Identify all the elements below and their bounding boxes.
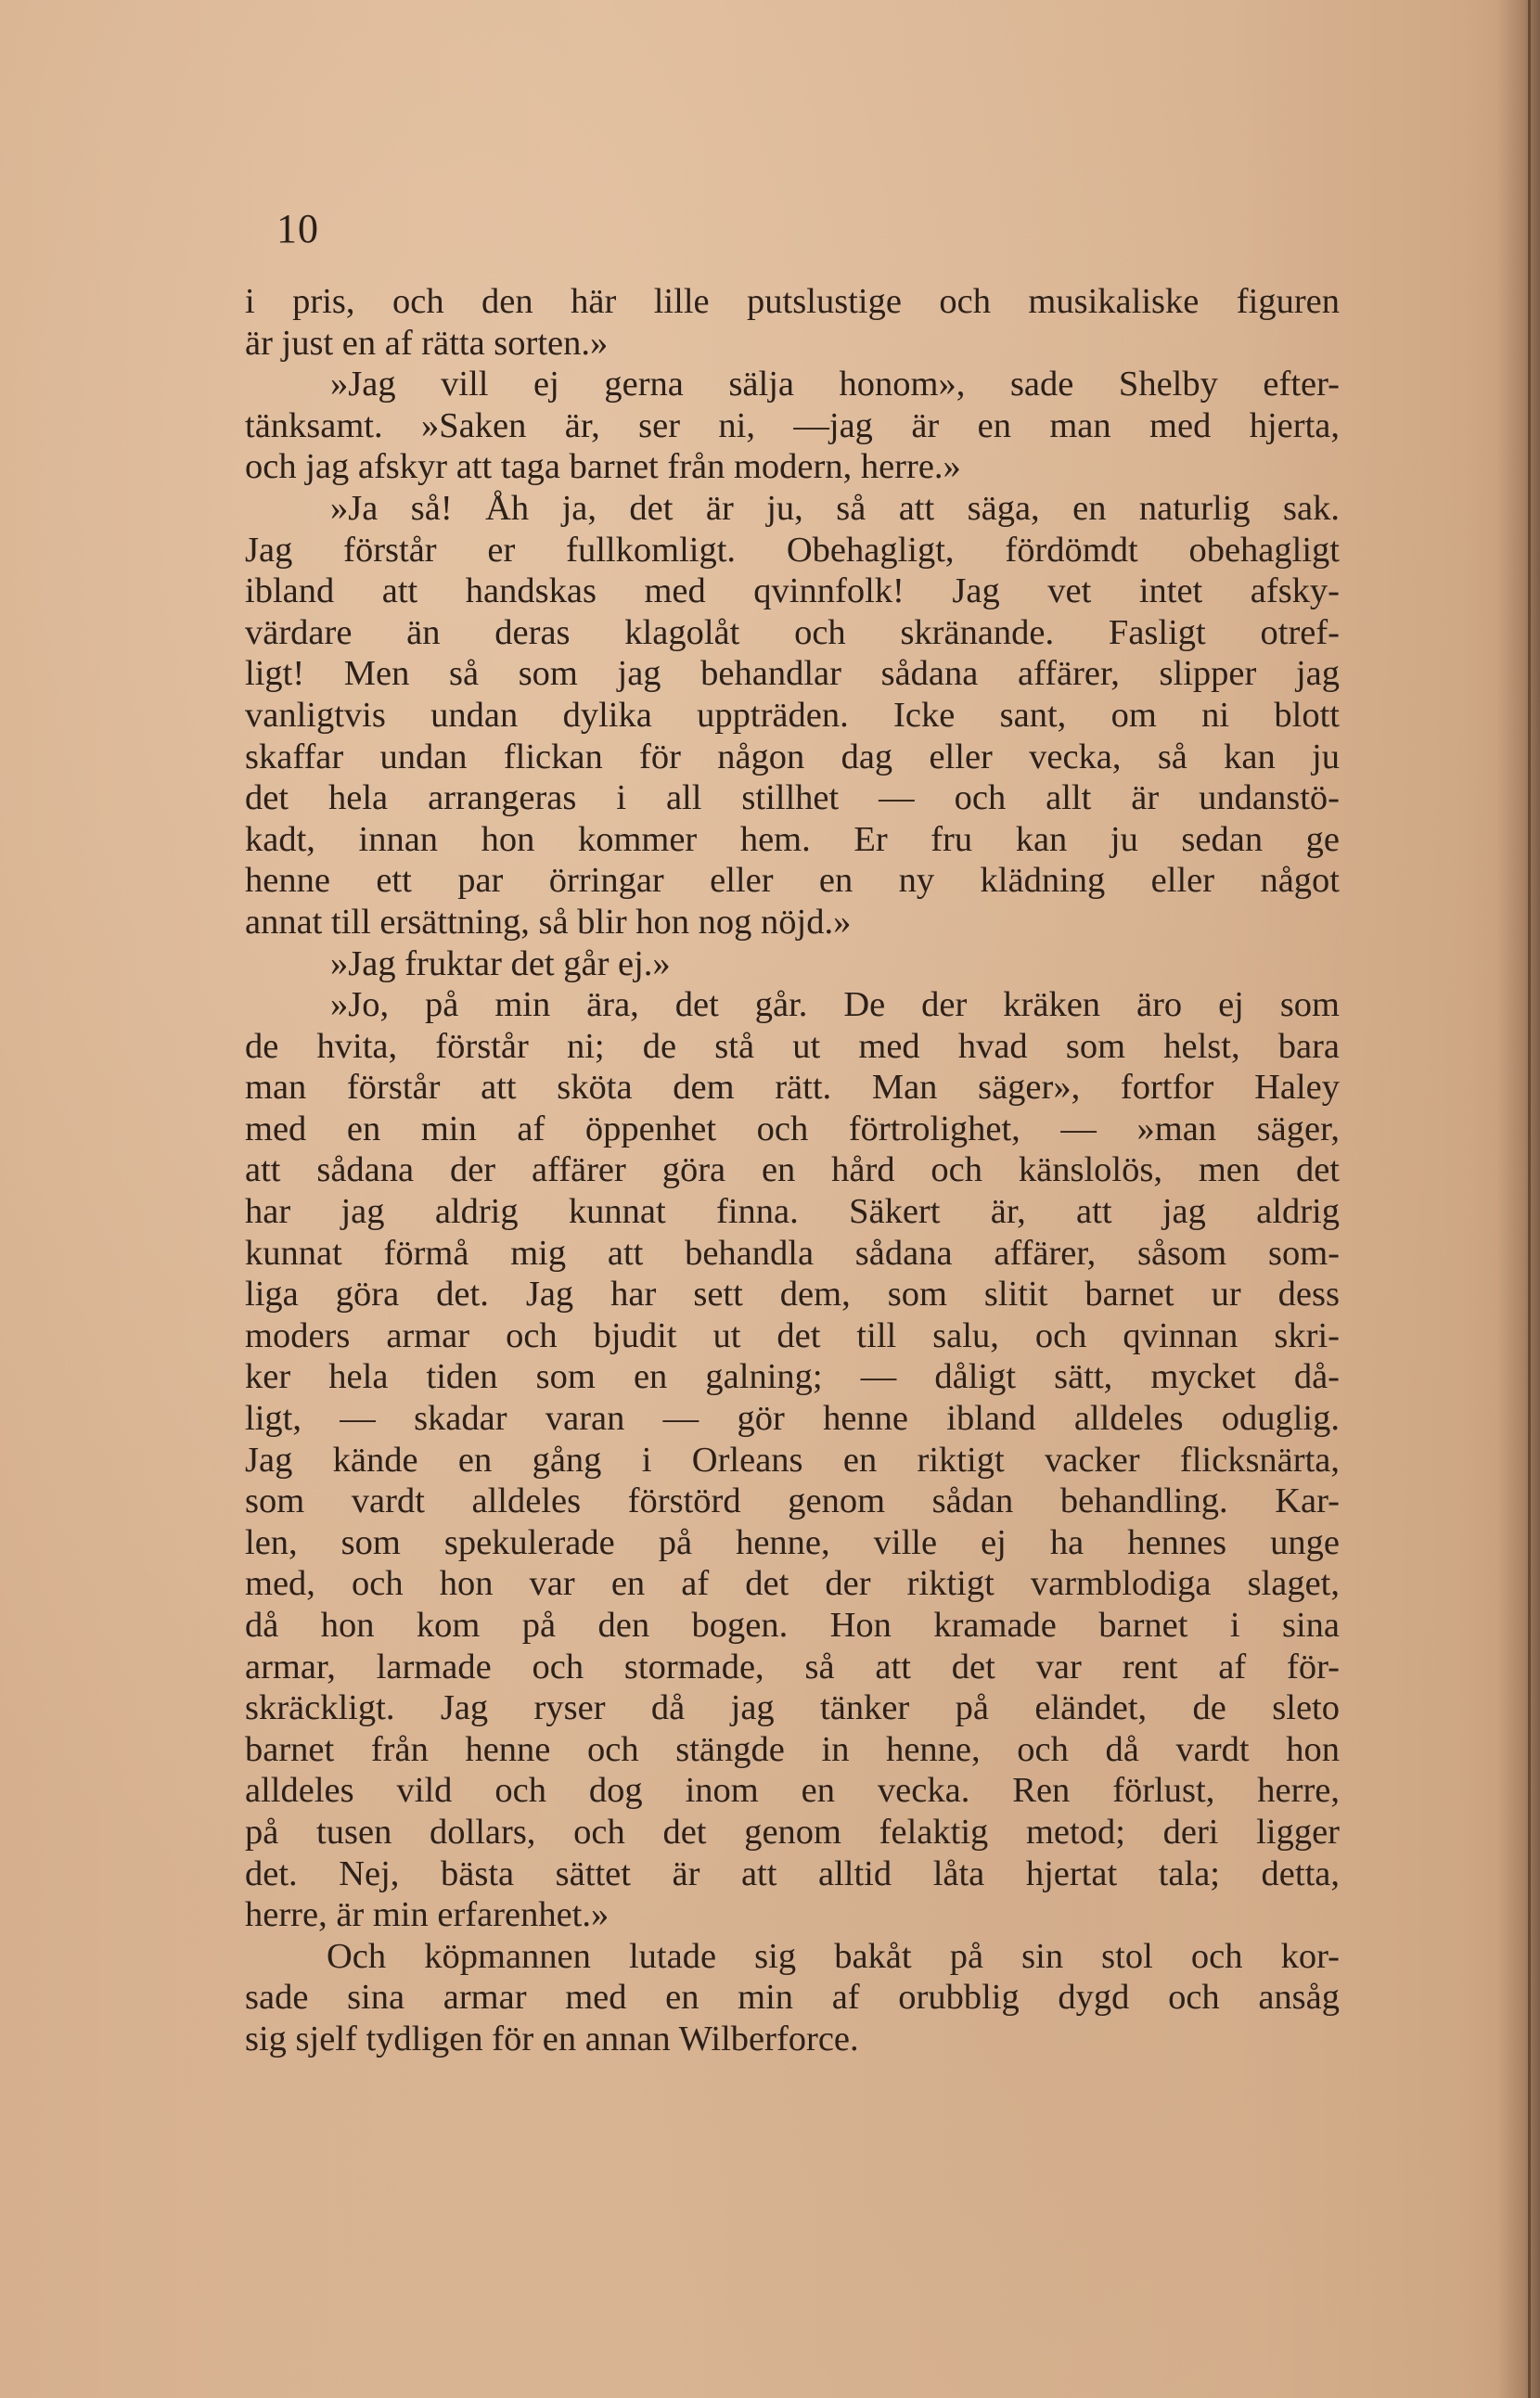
text-line: henne ett par örringar eller en ny klädning eller något	[245, 861, 1340, 901]
text-line: har jag aldrig kunnat finna. Säkert är, att jag aldrig	[245, 1192, 1340, 1232]
text-line: liga göra det. Jag har sett dem, som slitit barnet ur dess	[245, 1275, 1340, 1314]
text-line: ligt! Men så som jag behandlar sådana affärer, slipper jag	[245, 654, 1340, 694]
text-line: ligt, — skadar varan — gör henne ibland alldeles oduglig.	[245, 1399, 1340, 1439]
text-line: då hon kom på den bogen. Hon kramade barnet i sina	[245, 1606, 1340, 1645]
text-line: med en min af öppenhet och förtrolighet, — »man säger,	[245, 1109, 1340, 1148]
text-line: »Jo, på min ära, det går. De der kräken äro ej som	[330, 985, 1340, 1025]
text-line: det. Nej, bästa sättet är att alltid låta hjertat tala; detta,	[245, 1853, 1340, 1893]
text-line: »Jag fruktar det går ej.»	[330, 943, 671, 983]
text-line: herre, är min erfarenhet.»	[245, 1895, 610, 1935]
text-line: Och köpmannen lutade sig bakåt på sin stol och kor-	[327, 1936, 1340, 1976]
text-line: på tusen dollars, och det genom felaktig metod; deri ligger	[245, 1812, 1340, 1852]
text-line: tänksamt. »Saken är, ser ni, —jag är en man med hjerta,	[245, 405, 1340, 445]
text-line: kunnat förmå mig att behandla sådana affärer, såsom som-	[245, 1233, 1340, 1273]
text-line: sade sina armar med en min af orubblig dygd och ansåg	[245, 1978, 1340, 2018]
text-line: vanligtvis undan dylika uppträden. Icke sant, om ni blott	[245, 695, 1340, 735]
body-text	[245, 281, 1340, 2060]
text-line: i pris, och den här lille putslustige och musikaliske figuren	[245, 282, 1340, 321]
page-number: 10	[276, 206, 319, 251]
text-line: len, som spekulerade på henne, ville ej ha hennes unge	[245, 1522, 1340, 1562]
text-line: skaffar undan flickan för någon dag eller vecka, så kan ju	[245, 737, 1340, 776]
text-line: de hvita, förstår ni; de stå ut med hvad som helst, bara	[245, 1026, 1340, 1066]
text-line: som vardt alldeles förstörd genom sådan behandling. Kar-	[245, 1481, 1340, 1521]
text-line: Jag kände en gång i Orleans en riktigt vacker flicksnärta,	[245, 1440, 1340, 1480]
text-line: kadt, innan hon kommer hem. Er fru kan ju sedan ge	[245, 819, 1340, 859]
spine-edge	[1528, 0, 1531, 2398]
text-line: med, och hon var en af det der riktigt varmblodiga slaget,	[245, 1564, 1340, 1604]
text-line: värdare än deras klagolåt och skränande. Fasligt otref-	[245, 612, 1340, 652]
text-line: ibland att handskas med qvinnfolk! Jag vet intet afsky-	[245, 571, 1340, 611]
text-line: man förstår att sköta dem rätt. Man säger», fortfor Haley	[245, 1068, 1340, 1108]
text-line: sig sjelf tydligen för en annan Wilberforce.	[245, 2019, 859, 2058]
text-line: Jag förstår er fullkomligt. Obehagligt, fördömdt obehagligt	[245, 530, 1340, 570]
text-line: alldeles vild och dog inom en vecka. Ren förlust, herre,	[245, 1771, 1340, 1811]
text-line: det hela arrangeras i all stillhet — och allt är undanstö-	[245, 778, 1340, 818]
text-line: »Jag vill ej gerna sälja honom», sade Shelby efter-	[330, 365, 1340, 404]
text-line: »Ja så! Åh ja, det är ju, så att säga, en naturlig sak.	[330, 488, 1340, 528]
text-line: moders armar och bjudit ut det till salu, och qvinnan skri-	[245, 1315, 1340, 1355]
text-line: skräckligt. Jag ryser då jag tänker på eländet, de sleto	[245, 1688, 1340, 1728]
text-line: barnet från henne och stängde in henne, och då vardt hon	[245, 1729, 1340, 1769]
text-line: annat till ersättning, så blir hon nog nöjd.»	[245, 902, 852, 942]
text-line: ker hela tiden som en galning; — dåligt sätt, mycket då-	[245, 1357, 1340, 1397]
text-line: och jag afskyr att taga barnet från modern, herre.»	[245, 447, 961, 487]
spine-shadow	[1497, 0, 1540, 2398]
text-line: armar, larmade och stormade, så att det var rent af för-	[245, 1647, 1340, 1686]
text-line: är just en af rätta sorten.»	[245, 323, 609, 363]
text-line: att sådana der affärer göra en hård och känslolös, men det	[245, 1150, 1340, 1190]
